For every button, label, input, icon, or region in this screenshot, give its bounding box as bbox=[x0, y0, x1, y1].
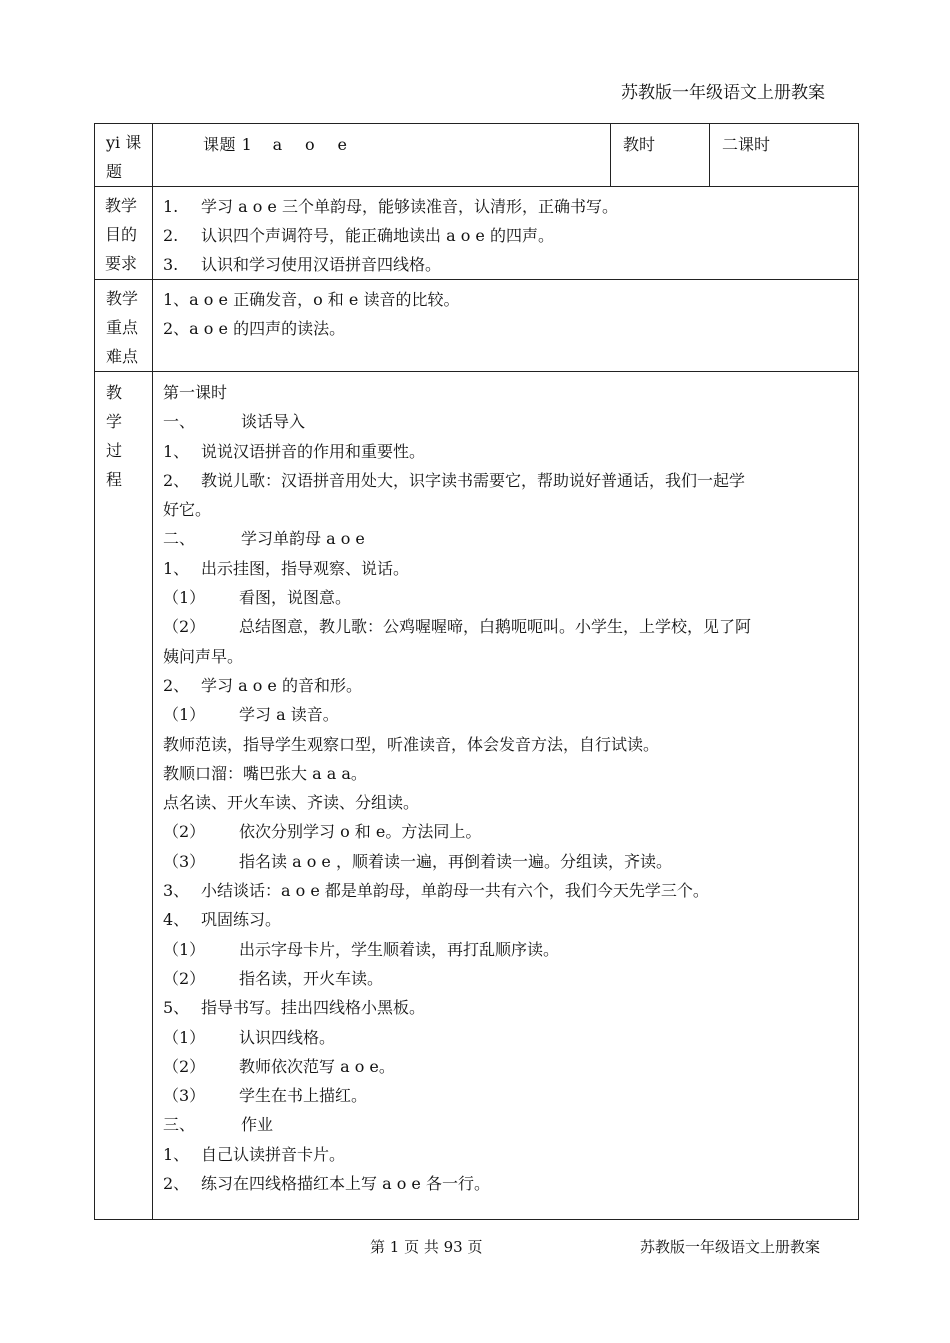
process-line-text: 出示字母卡片，学生顺着读，再打乱顺序读。 bbox=[239, 939, 560, 959]
process-line-text: 学生在书上描红。 bbox=[239, 1086, 368, 1106]
process-line bbox=[163, 817, 850, 846]
row-process bbox=[95, 372, 859, 1220]
process-line-text: 指名读，开火车读。 bbox=[239, 968, 384, 988]
key-points-content-cell bbox=[153, 280, 859, 372]
process-line-text: 作业 bbox=[241, 1115, 274, 1135]
row-goals bbox=[95, 187, 859, 280]
process-line-text: 谈话导入 bbox=[241, 412, 306, 432]
process-line-text: 认识四线格。 bbox=[239, 1027, 336, 1047]
process-line-marker: （3） bbox=[163, 1086, 206, 1106]
row-key-points bbox=[95, 280, 859, 372]
process-line bbox=[163, 583, 850, 612]
process-line-marker: 2、 bbox=[163, 1174, 190, 1194]
process-line bbox=[163, 495, 850, 524]
lesson-title-prefix: 课题 1 bbox=[203, 135, 253, 154]
process-line-marker: 2、 bbox=[163, 470, 190, 490]
process-line bbox=[163, 671, 850, 700]
process-line-text: 学习 a 读音。 bbox=[239, 705, 339, 725]
goals-content-cell bbox=[153, 187, 859, 280]
process-line-text: 第一课时 bbox=[163, 383, 228, 402]
process-line bbox=[163, 905, 850, 934]
process-line-text: 依次分别学习 o 和 e。方法同上。 bbox=[239, 822, 482, 842]
process-line bbox=[163, 1110, 850, 1139]
goal-item: 3. 认识和学习使用汉语拼音四线格。 bbox=[163, 255, 442, 274]
process-line-text: 学习 a o e 的音和形。 bbox=[201, 675, 362, 695]
goals-label-3: 要求 bbox=[105, 254, 138, 273]
header-title: 苏教版一年级语文上册教案 bbox=[621, 83, 825, 103]
process-line bbox=[163, 1081, 850, 1110]
process-line bbox=[163, 993, 850, 1022]
process-line-marker: （3） bbox=[163, 851, 206, 871]
process-line-text: 教顺口溜：嘴巴张大 a a a。 bbox=[163, 763, 367, 783]
process-line-marker: 3、 bbox=[163, 881, 190, 901]
process-line bbox=[163, 759, 850, 788]
process-label-cell bbox=[95, 372, 153, 1220]
process-line-text: 总结图意，教儿歌：公鸡喔喔啼，白鹅呃呃叫。小学生，上学校，见了阿 bbox=[239, 617, 752, 637]
process-line bbox=[163, 788, 850, 817]
process-line-marker: （1） bbox=[163, 1027, 206, 1047]
period-value: 二课时 bbox=[710, 124, 859, 187]
lesson-label-cell bbox=[95, 124, 153, 187]
process-line-text: 巩固练习。 bbox=[201, 910, 282, 930]
process-line-marker: 1、 bbox=[163, 441, 190, 461]
process-line bbox=[163, 847, 850, 876]
process-line-marker: （2） bbox=[163, 822, 206, 842]
key-points-label-1: 教学 bbox=[106, 289, 139, 308]
key-point-item: 2、a o e 的四声的读法。 bbox=[163, 319, 346, 338]
lesson-title-cell bbox=[153, 124, 611, 187]
key-points-label-3: 难点 bbox=[106, 347, 139, 366]
row-lesson-title bbox=[95, 124, 859, 187]
goals-label-2: 目的 bbox=[105, 225, 138, 244]
process-line-text: 教师范读，指导学生观察口型，听准读音，体会发音方法，自行试读。 bbox=[163, 734, 660, 754]
process-line-text: 自己认读拼音卡片。 bbox=[201, 1144, 346, 1164]
process-line bbox=[163, 1169, 850, 1198]
process-line bbox=[163, 876, 850, 905]
process-line bbox=[163, 1140, 850, 1169]
process-line-marker: （1） bbox=[163, 939, 206, 959]
process-line bbox=[163, 466, 850, 495]
process-line bbox=[163, 964, 850, 993]
process-line-marker: 二、 bbox=[163, 529, 196, 549]
lesson-plan-table bbox=[94, 123, 859, 1220]
process-line-marker: 2、 bbox=[163, 675, 190, 695]
goals-label-1: 教学 bbox=[105, 196, 138, 215]
process-line-marker: （2） bbox=[163, 968, 206, 988]
process-line-text: 练习在四线格描红本上写 a o e 各一行。 bbox=[201, 1174, 490, 1194]
process-line-marker: 1、 bbox=[163, 1144, 190, 1164]
process-line-text: 教说儿歌：汉语拼音用处大，识字读书需要它，帮助说好普通话，我们一起学 bbox=[201, 470, 746, 490]
footer-title: 苏教版一年级语文上册教案 bbox=[640, 1238, 821, 1256]
key-points-label-2: 重点 bbox=[106, 318, 139, 337]
process-line-text: 看图，说图意。 bbox=[239, 588, 352, 608]
process-line-marker: （2） bbox=[163, 1056, 206, 1076]
process-line-marker: 三、 bbox=[163, 1115, 196, 1135]
process-line-text: 好它。 bbox=[163, 500, 212, 520]
key-points-label-cell bbox=[95, 280, 153, 372]
key-point-item: 1、a o e 正确发音，o 和 e 读音的比较。 bbox=[163, 290, 460, 309]
process-label-3: 过 bbox=[106, 441, 123, 460]
process-line-text: 小结谈话：a o e 都是单韵母，单韵母一共有六个，我们今天先学三个。 bbox=[201, 881, 709, 901]
process-line-marker: （2） bbox=[163, 617, 206, 637]
process-line-text: 教师依次范写 a o e。 bbox=[239, 1056, 395, 1076]
goals-label-cell bbox=[95, 187, 153, 280]
lesson-title-letters: a o e bbox=[272, 135, 348, 154]
process-line bbox=[163, 935, 850, 964]
period-label: 教时 bbox=[611, 124, 710, 187]
process-line-marker: 4、 bbox=[163, 910, 190, 930]
process-label-2: 学 bbox=[106, 412, 123, 431]
process-line-marker: （1） bbox=[163, 705, 206, 725]
lesson-label-line1: yi 课 bbox=[106, 133, 142, 152]
process-line bbox=[163, 524, 850, 553]
process-line-marker: 一、 bbox=[163, 412, 196, 432]
process-line bbox=[163, 700, 850, 729]
process-line bbox=[163, 612, 850, 641]
process-line-marker: 1、 bbox=[163, 558, 190, 578]
process-line bbox=[163, 642, 850, 671]
process-label-1: 教 bbox=[106, 383, 123, 402]
process-line-text: 指导书写。挂出四线格小黑板。 bbox=[201, 998, 426, 1018]
process-line bbox=[163, 1052, 850, 1081]
process-line-marker: （1） bbox=[163, 588, 206, 608]
process-line bbox=[163, 407, 850, 436]
process-line-text: 出示挂图，指导观察、说话。 bbox=[201, 558, 410, 578]
process-label-4: 程 bbox=[106, 470, 123, 489]
footer-page-number: 第 1 页 共 93 页 bbox=[370, 1238, 483, 1256]
process-line bbox=[163, 1023, 850, 1052]
process-line-text: 学习单韵母 a o e bbox=[241, 529, 365, 549]
goal-item: 1. 学习 a o e 三个单韵母，能够读准音，认清形，正确书写。 bbox=[163, 197, 618, 216]
process-line-text: 指名读 a o e ，顺着读一遍，再倒着读一遍。分组读，齐读。 bbox=[239, 851, 672, 871]
process-line-text: 点名读、开火车读、齐读、分组读。 bbox=[163, 793, 420, 813]
process-line bbox=[163, 378, 850, 407]
process-line-text: 说说汉语拼音的作用和重要性。 bbox=[201, 441, 426, 461]
process-line-text: 姨问声早。 bbox=[163, 646, 244, 666]
process-line bbox=[163, 730, 850, 759]
lesson-label-line2: 题 bbox=[106, 162, 123, 181]
process-line bbox=[163, 437, 850, 466]
process-line bbox=[163, 554, 850, 583]
goal-item: 2. 认识四个声调符号，能正确地读出 a o e 的四声。 bbox=[163, 226, 554, 245]
process-line-marker: 5、 bbox=[163, 998, 190, 1018]
process-content-cell bbox=[153, 372, 859, 1220]
